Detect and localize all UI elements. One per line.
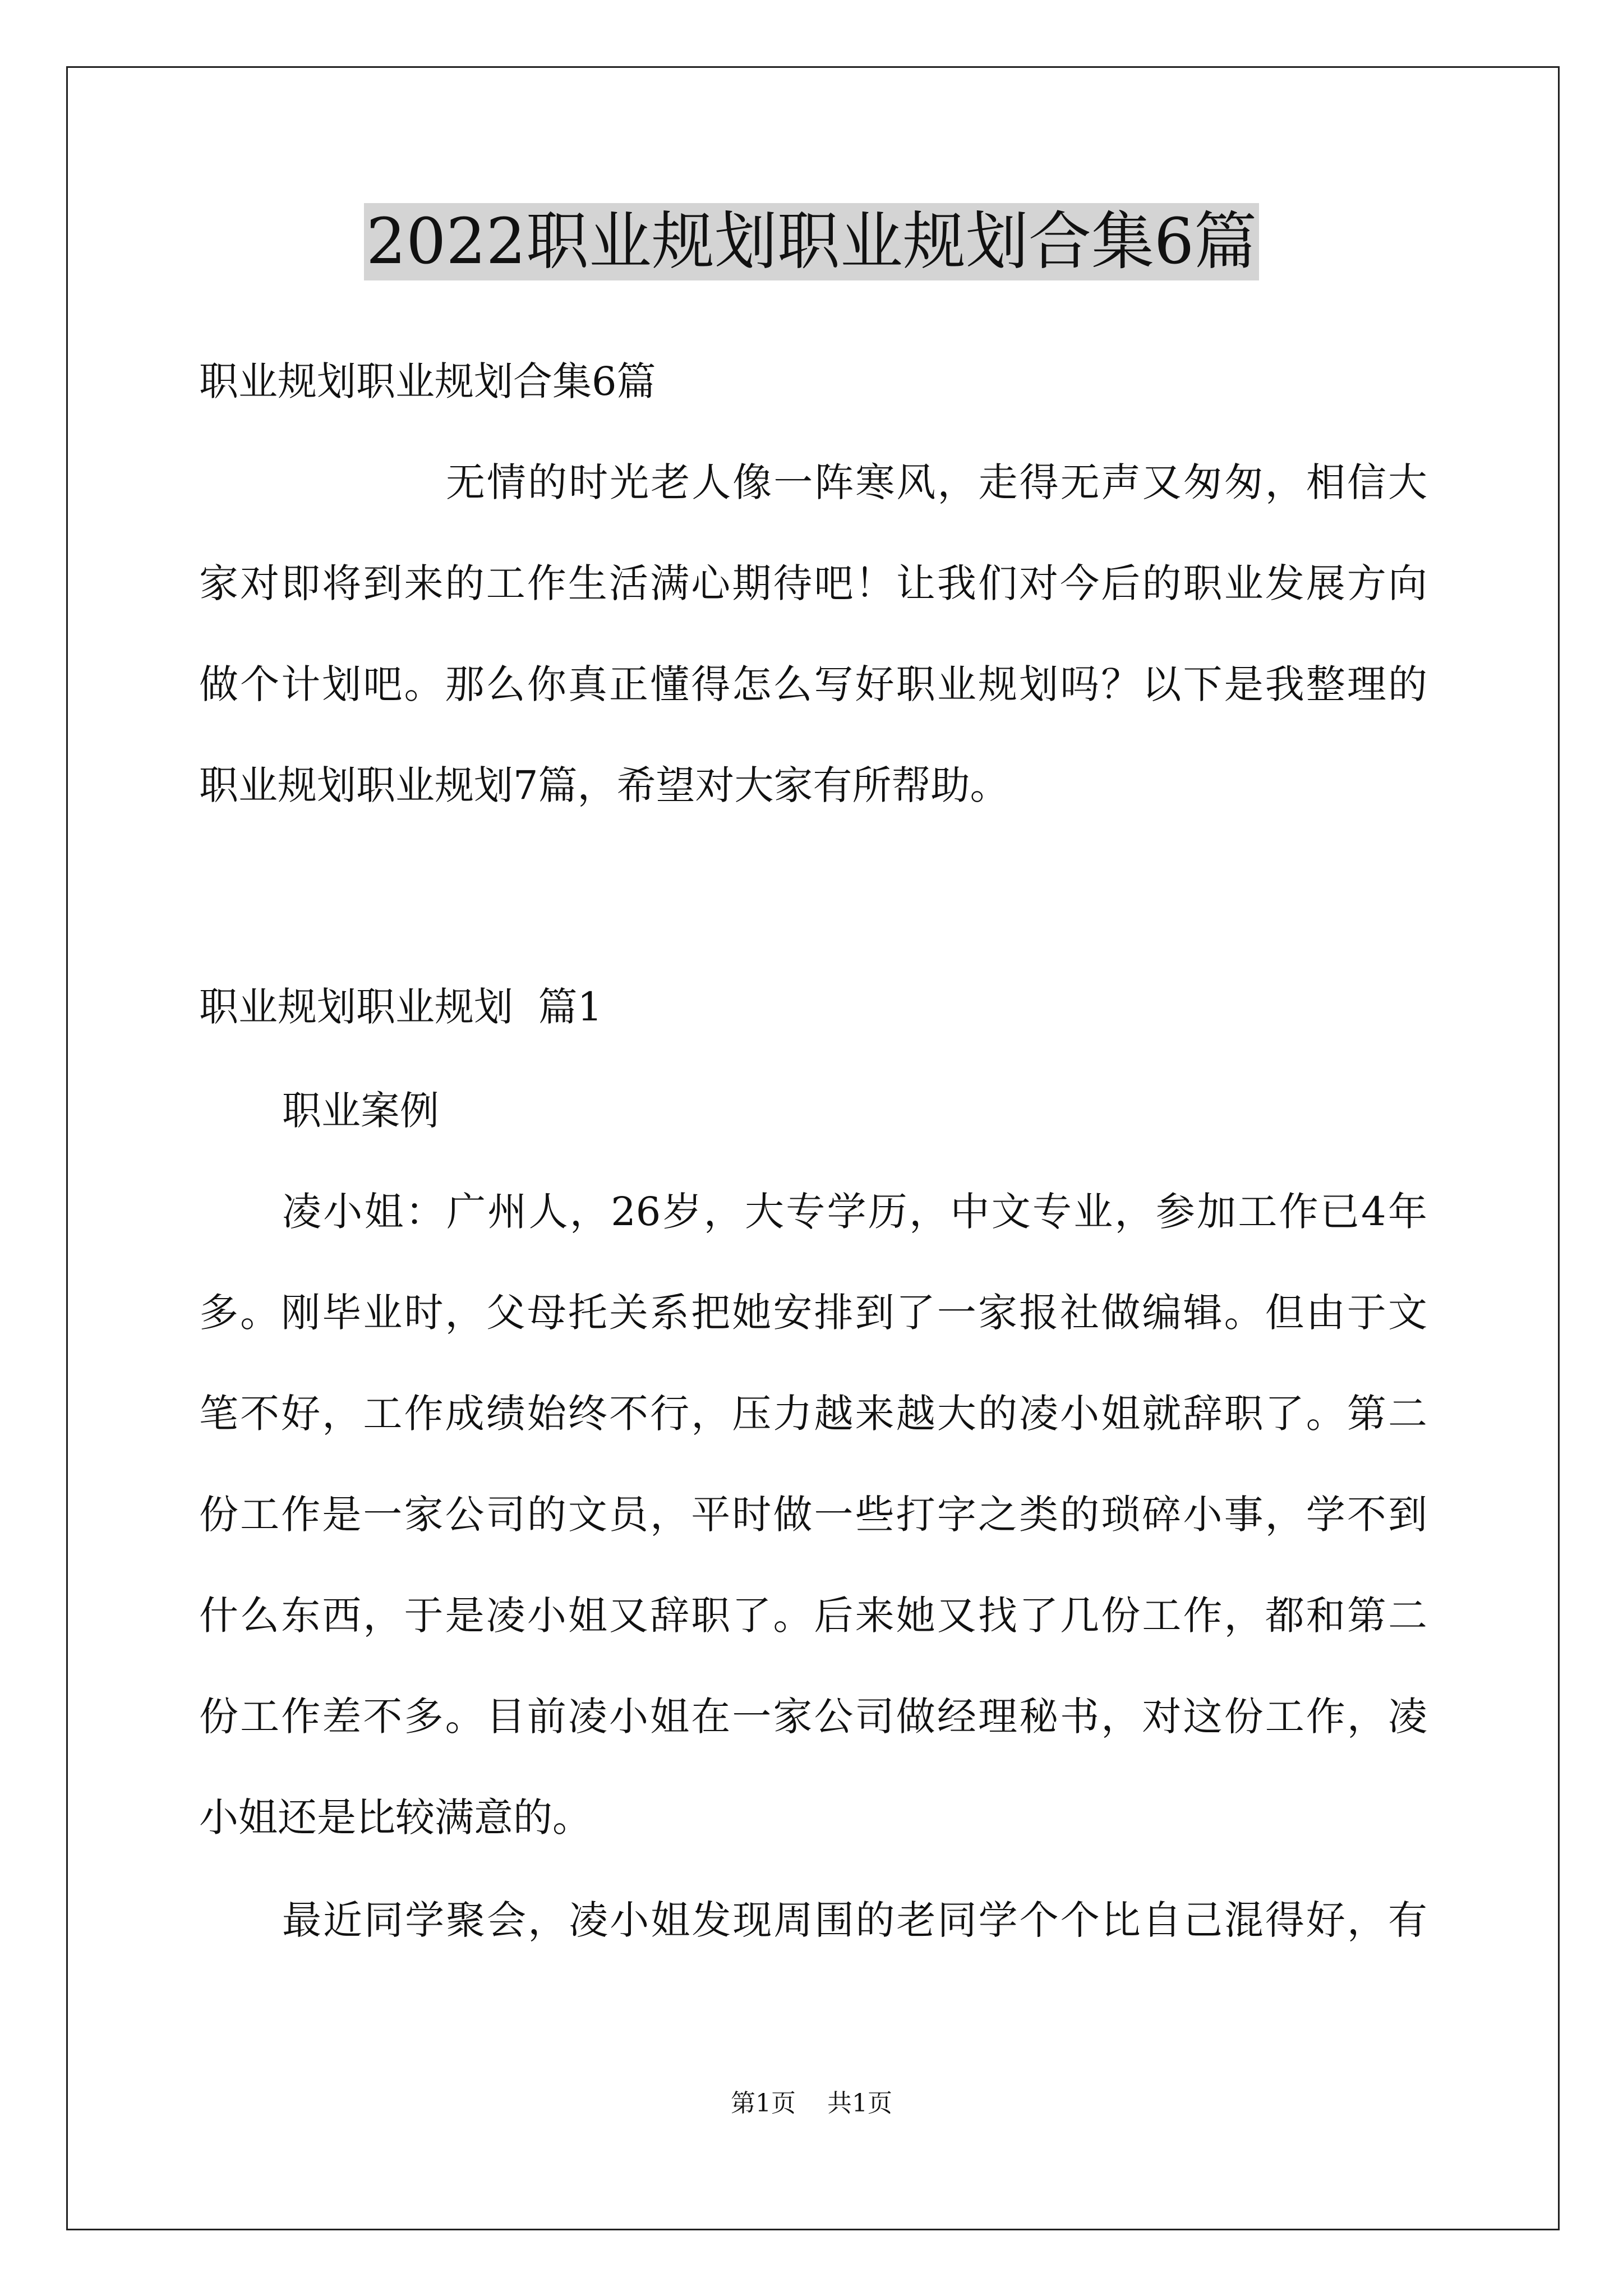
intro-line: 做个计划吧。那么你真正懂得怎么写好职业规划吗？以下是我整理的 — [199, 661, 1427, 707]
page-number: 第1页 共1页 — [731, 2089, 892, 2118]
case-line: 多。刚毕业时，父母托关系把她安排到了一家报社做编辑。但由于文 — [199, 1290, 1427, 1336]
case-line: 份工作是一家公司的文员，平时做一些打字之类的琐碎小事，学不到 — [199, 1492, 1427, 1538]
case-line: 份工作差不多。目前凌小姐在一家公司做经理秘书，对这份工作，凌 — [199, 1694, 1427, 1740]
case-label: 职业案例 — [282, 1088, 439, 1134]
page-footer — [0, 2087, 1623, 2120]
case-line: 什么东西，于是凌小姐又辞职了。后来她又找了几份工作，都和第二 — [199, 1593, 1427, 1639]
document-title: 2022职业规划职业规划合集6篇 — [364, 203, 1259, 280]
section-heading: 职业规划职业规划 篇1 — [199, 984, 603, 1030]
intro-line: 职业规划职业规划7篇，希望对大家有所帮助。 — [199, 762, 1009, 808]
title-container — [0, 203, 1623, 280]
document-subtitle: 职业规划职业规划合集6篇 — [199, 358, 656, 404]
case-line: 笔不好，工作成绩始终不行，压力越来越大的凌小姐就辞职了。第二 — [199, 1391, 1427, 1437]
case-line: 小姐还是比较满意的。 — [199, 1795, 592, 1841]
intro-line: 家对即将到来的工作生活满心期待吧！让我们对今后的职业发展方向 — [199, 560, 1427, 606]
case-line: 凌小姐：广州人，26岁，大专学历，中文专业，参加工作已4年 — [282, 1189, 1427, 1235]
paragraph-line: 最近同学聚会，凌小姐发现周围的老同学个个比自己混得好，有 — [282, 1897, 1427, 1943]
intro-line: 无情的时光老人像一阵寒风，走得无声又匆匆，相信大 — [446, 459, 1427, 505]
